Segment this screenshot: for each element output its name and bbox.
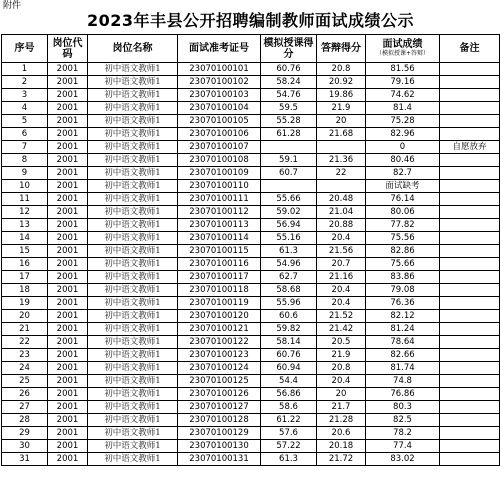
cell-seq: 19 <box>2 297 48 310</box>
cell-position-name: 初中语文教师1 <box>88 349 178 362</box>
cell-mock-lesson-score: 57.6 <box>261 427 317 440</box>
cell-defense-score: 20.4 <box>317 284 366 297</box>
cell-seq: 23 <box>2 349 48 362</box>
table-row <box>2 141 500 154</box>
cell-interview-score: 76.86 <box>366 388 440 401</box>
cell-seq: 13 <box>2 219 48 232</box>
table-row <box>2 128 500 141</box>
cell-interview-score: 80.06 <box>366 206 440 219</box>
cell-interview-score: 81.24 <box>366 323 440 336</box>
cell-position-code: 2001 <box>48 427 88 440</box>
cell-interview-score: 78.2 <box>366 427 440 440</box>
cell-seq: 29 <box>2 427 48 440</box>
cell-ticket-number: 23070100107 <box>178 141 261 154</box>
cell-remark <box>440 76 500 89</box>
cell-seq: 2 <box>2 76 48 89</box>
cell-interview-score: 81.74 <box>366 362 440 375</box>
cell-remark <box>440 401 500 414</box>
cell-position-code: 2001 <box>48 271 88 284</box>
cell-position-code: 2001 <box>48 336 88 349</box>
cell-ticket-number: 23070100121 <box>178 323 261 336</box>
table-row <box>2 63 500 76</box>
cell-ticket-number: 23070100128 <box>178 414 261 427</box>
cell-position-name: 初中语文教师1 <box>88 245 178 258</box>
cell-mock-lesson-score: 58.68 <box>261 284 317 297</box>
cell-defense-score: 21.56 <box>317 245 366 258</box>
cell-position-name: 初中语文教师1 <box>88 453 178 466</box>
results-table <box>1 34 500 466</box>
cell-remark <box>440 440 500 453</box>
cell-defense-score: 20.4 <box>317 375 366 388</box>
cell-ticket-number: 23070100117 <box>178 271 261 284</box>
cell-remark <box>440 180 500 193</box>
cell-remark <box>440 219 500 232</box>
cell-interview-score: 82.66 <box>366 349 440 362</box>
cell-position-code: 2001 <box>48 154 88 167</box>
header-defense-score: 答辩得分 <box>317 35 366 63</box>
cell-mock-lesson-score: 55.16 <box>261 232 317 245</box>
cell-position-name: 初中语文教师1 <box>88 362 178 375</box>
cell-mock-lesson-score <box>261 180 317 193</box>
table-row <box>2 310 500 323</box>
cell-position-name: 初中语文教师1 <box>88 63 178 76</box>
cell-seq: 25 <box>2 375 48 388</box>
cell-position-name: 初中语文教师1 <box>88 141 178 154</box>
table-row <box>2 453 500 466</box>
cell-interview-score: 80.3 <box>366 401 440 414</box>
cell-ticket-number: 23070100129 <box>178 427 261 440</box>
cell-interview-score: 82.12 <box>366 310 440 323</box>
table-body <box>2 63 500 466</box>
cell-mock-lesson-score: 59.02 <box>261 206 317 219</box>
cell-position-name: 初中语文教师1 <box>88 167 178 180</box>
cell-seq: 5 <box>2 115 48 128</box>
table-row <box>2 414 500 427</box>
cell-mock-lesson-score: 60.76 <box>261 349 317 362</box>
cell-position-code: 2001 <box>48 232 88 245</box>
cell-seq: 4 <box>2 102 48 115</box>
cell-position-name: 初中语文教师1 <box>88 427 178 440</box>
cell-mock-lesson-score: 62.7 <box>261 271 317 284</box>
cell-remark <box>440 63 500 76</box>
cell-interview-score: 75.56 <box>366 232 440 245</box>
cell-position-name: 初中语文教师1 <box>88 414 178 427</box>
cell-seq: 11 <box>2 193 48 206</box>
cell-mock-lesson-score: 56.94 <box>261 219 317 232</box>
cell-mock-lesson-score <box>261 141 317 154</box>
cell-mock-lesson-score: 54.96 <box>261 258 317 271</box>
cell-defense-score: 20.88 <box>317 219 366 232</box>
cell-seq: 26 <box>2 388 48 401</box>
cell-position-code: 2001 <box>48 219 88 232</box>
table-header-row <box>2 35 500 63</box>
cell-mock-lesson-score: 58.6 <box>261 401 317 414</box>
cell-mock-lesson-score: 54.4 <box>261 375 317 388</box>
cell-position-code: 2001 <box>48 414 88 427</box>
table-row <box>2 193 500 206</box>
cell-remark <box>440 206 500 219</box>
cell-defense-score: 20.8 <box>317 362 366 375</box>
cell-interview-score: 75.66 <box>366 258 440 271</box>
table-row <box>2 258 500 271</box>
header-interview-score-label: 面试成绩 <box>382 39 423 50</box>
cell-position-code: 2001 <box>48 258 88 271</box>
cell-position-name: 初中语文教师1 <box>88 271 178 284</box>
cell-seq: 3 <box>2 89 48 102</box>
cell-remark <box>440 336 500 349</box>
cell-remark <box>440 284 500 297</box>
cell-remark <box>440 297 500 310</box>
cell-position-code: 2001 <box>48 284 88 297</box>
table-row <box>2 180 500 193</box>
header-ticket-number: 面试准考证号 <box>178 35 261 63</box>
cell-seq: 30 <box>2 440 48 453</box>
table-row <box>2 440 500 453</box>
cell-position-code: 2001 <box>48 141 88 154</box>
cell-ticket-number: 23070100126 <box>178 388 261 401</box>
cell-interview-score: 82.7 <box>366 167 440 180</box>
cell-position-code: 2001 <box>48 297 88 310</box>
cell-ticket-number: 23070100131 <box>178 453 261 466</box>
cell-defense-score: 22 <box>317 167 366 180</box>
cell-remark <box>440 89 500 102</box>
cell-position-code: 2001 <box>48 89 88 102</box>
cell-position-name: 初中语文教师1 <box>88 310 178 323</box>
cell-interview-score: 0 <box>366 141 440 154</box>
header-mock-lesson-score: 模拟授课得分 <box>261 35 317 63</box>
cell-position-code: 2001 <box>48 375 88 388</box>
table-row <box>2 76 500 89</box>
cell-remark <box>440 232 500 245</box>
cell-defense-score: 20 <box>317 115 366 128</box>
cell-position-name: 初中语文教师1 <box>88 297 178 310</box>
cell-defense-score: 20.7 <box>317 258 366 271</box>
table-row <box>2 375 500 388</box>
cell-mock-lesson-score: 59.5 <box>261 102 317 115</box>
cell-mock-lesson-score: 55.96 <box>261 297 317 310</box>
cell-defense-score: 21.42 <box>317 323 366 336</box>
cell-ticket-number: 23070100102 <box>178 76 261 89</box>
cell-position-name: 初中语文教师1 <box>88 401 178 414</box>
cell-seq: 18 <box>2 284 48 297</box>
cell-position-code: 2001 <box>48 167 88 180</box>
cell-seq: 7 <box>2 141 48 154</box>
cell-position-name: 初中语文教师1 <box>88 206 178 219</box>
cell-seq: 9 <box>2 167 48 180</box>
cell-ticket-number: 23070100113 <box>178 219 261 232</box>
cell-ticket-number: 23070100124 <box>178 362 261 375</box>
cell-defense-score: 21.04 <box>317 206 366 219</box>
cell-interview-score: 76.36 <box>366 297 440 310</box>
cell-mock-lesson-score: 55.66 <box>261 193 317 206</box>
cell-mock-lesson-score: 59.82 <box>261 323 317 336</box>
table-row <box>2 219 500 232</box>
cell-mock-lesson-score: 59.1 <box>261 154 317 167</box>
cell-seq: 12 <box>2 206 48 219</box>
cell-interview-score: 78.64 <box>366 336 440 349</box>
cell-ticket-number: 23070100111 <box>178 193 261 206</box>
cell-mock-lesson-score: 61.28 <box>261 128 317 141</box>
header-remark: 备注 <box>440 35 500 63</box>
cell-defense-score: 21.72 <box>317 453 366 466</box>
cell-defense-score: 21.16 <box>317 271 366 284</box>
cell-position-name: 初中语文教师1 <box>88 89 178 102</box>
cell-position-name: 初中语文教师1 <box>88 128 178 141</box>
cell-position-code: 2001 <box>48 76 88 89</box>
cell-mock-lesson-score: 54.76 <box>261 89 317 102</box>
table-row <box>2 115 500 128</box>
cell-remark <box>440 271 500 284</box>
cell-seq: 21 <box>2 323 48 336</box>
cell-seq: 8 <box>2 154 48 167</box>
cell-seq: 15 <box>2 245 48 258</box>
cell-position-name: 初中语文教师1 <box>88 115 178 128</box>
table-row <box>2 401 500 414</box>
cell-mock-lesson-score: 57.22 <box>261 440 317 453</box>
cell-position-code: 2001 <box>48 206 88 219</box>
cell-ticket-number: 23070100114 <box>178 232 261 245</box>
header-seq: 序号 <box>2 35 48 63</box>
cell-position-name: 初中语文教师1 <box>88 323 178 336</box>
cell-remark <box>440 154 500 167</box>
cell-ticket-number: 23070100122 <box>178 336 261 349</box>
cell-interview-score: 80.46 <box>366 154 440 167</box>
cell-defense-score <box>317 141 366 154</box>
cell-remark <box>440 115 500 128</box>
header-position-code: 岗位代码 <box>48 35 88 63</box>
cell-interview-score: 75.28 <box>366 115 440 128</box>
cell-position-name: 初中语文教师1 <box>88 284 178 297</box>
cell-mock-lesson-score: 60.6 <box>261 310 317 323</box>
cell-ticket-number: 23070100105 <box>178 115 261 128</box>
cell-ticket-number: 23070100127 <box>178 401 261 414</box>
cell-remark <box>440 310 500 323</box>
cell-remark <box>440 323 500 336</box>
cell-seq: 24 <box>2 362 48 375</box>
table-row <box>2 154 500 167</box>
cell-defense-score: 20.6 <box>317 427 366 440</box>
cell-remark <box>440 388 500 401</box>
cell-position-name: 初中语文教师1 <box>88 154 178 167</box>
cell-ticket-number: 23070100118 <box>178 284 261 297</box>
cell-position-code: 2001 <box>48 102 88 115</box>
cell-remark <box>440 128 500 141</box>
table-row <box>2 323 500 336</box>
cell-defense-score: 21.36 <box>317 154 366 167</box>
cell-defense-score: 21.9 <box>317 349 366 362</box>
cell-defense-score: 20 <box>317 388 366 401</box>
cell-position-code: 2001 <box>48 63 88 76</box>
cell-mock-lesson-score: 60.94 <box>261 362 317 375</box>
cell-remark: 自愿放弃 <box>440 141 500 154</box>
cell-interview-score: 82.96 <box>366 128 440 141</box>
cell-defense-score: 20.92 <box>317 76 366 89</box>
cell-seq: 20 <box>2 310 48 323</box>
header-interview-score-note: （模拟授课+答辩） <box>375 50 430 57</box>
cell-remark <box>440 193 500 206</box>
cell-seq: 10 <box>2 180 48 193</box>
cell-defense-score: 21.28 <box>317 414 366 427</box>
cell-interview-score: 82.86 <box>366 245 440 258</box>
cell-interview-score: 74.62 <box>366 89 440 102</box>
cell-defense-score: 21.68 <box>317 128 366 141</box>
cell-interview-score: 77.82 <box>366 219 440 232</box>
cell-position-name: 初中语文教师1 <box>88 102 178 115</box>
cell-interview-score: 79.08 <box>366 284 440 297</box>
cell-position-name: 初中语文教师1 <box>88 388 178 401</box>
cell-ticket-number: 23070100101 <box>178 63 261 76</box>
cell-position-code: 2001 <box>48 180 88 193</box>
cell-ticket-number: 23070100119 <box>178 297 261 310</box>
cell-position-code: 2001 <box>48 310 88 323</box>
cell-mock-lesson-score: 61.3 <box>261 453 317 466</box>
cell-position-name: 初中语文教师1 <box>88 258 178 271</box>
cell-position-name: 初中语文教师1 <box>88 219 178 232</box>
cell-defense-score: 21.7 <box>317 401 366 414</box>
cell-position-code: 2001 <box>48 349 88 362</box>
table-row <box>2 271 500 284</box>
cell-position-code: 2001 <box>48 128 88 141</box>
cell-seq: 28 <box>2 414 48 427</box>
cell-interview-score: 面试缺考 <box>366 180 440 193</box>
cell-ticket-number: 23070100112 <box>178 206 261 219</box>
cell-position-name: 初中语文教师1 <box>88 232 178 245</box>
cell-ticket-number: 23070100104 <box>178 102 261 115</box>
table-row <box>2 427 500 440</box>
cell-remark <box>440 245 500 258</box>
table-row <box>2 297 500 310</box>
table-row <box>2 245 500 258</box>
cell-interview-score: 82.5 <box>366 414 440 427</box>
cell-seq: 27 <box>2 401 48 414</box>
table-row <box>2 362 500 375</box>
cell-position-name: 初中语文教师1 <box>88 76 178 89</box>
cell-position-name: 初中语文教师1 <box>88 193 178 206</box>
cell-interview-score: 81.56 <box>366 63 440 76</box>
cell-ticket-number: 23070100115 <box>178 245 261 258</box>
cell-ticket-number: 23070100116 <box>178 258 261 271</box>
cell-ticket-number: 23070100103 <box>178 89 261 102</box>
cell-mock-lesson-score: 60.7 <box>261 167 317 180</box>
cell-seq: 1 <box>2 63 48 76</box>
cell-seq: 22 <box>2 336 48 349</box>
cell-interview-score: 76.14 <box>366 193 440 206</box>
table-row <box>2 349 500 362</box>
table-row <box>2 89 500 102</box>
cell-ticket-number: 23070100110 <box>178 180 261 193</box>
table-row <box>2 336 500 349</box>
cell-position-code: 2001 <box>48 362 88 375</box>
cell-position-name: 初中语文教师1 <box>88 440 178 453</box>
cell-remark <box>440 362 500 375</box>
cell-remark <box>440 414 500 427</box>
cell-position-name: 初中语文教师1 <box>88 336 178 349</box>
cell-interview-score: 77.4 <box>366 440 440 453</box>
cell-seq: 14 <box>2 232 48 245</box>
cell-position-code: 2001 <box>48 388 88 401</box>
cell-position-code: 2001 <box>48 440 88 453</box>
cell-defense-score: 19.86 <box>317 89 366 102</box>
cell-seq: 17 <box>2 271 48 284</box>
cell-ticket-number: 23070100120 <box>178 310 261 323</box>
cell-ticket-number: 23070100125 <box>178 375 261 388</box>
cell-mock-lesson-score: 56.86 <box>261 388 317 401</box>
cell-interview-score: 83.02 <box>366 453 440 466</box>
cell-remark <box>440 375 500 388</box>
cell-defense-score: 20.48 <box>317 193 366 206</box>
cell-position-name: 初中语文教师1 <box>88 180 178 193</box>
header-interview-score <box>366 35 440 63</box>
table-row <box>2 102 500 115</box>
cell-seq: 31 <box>2 453 48 466</box>
cell-interview-score: 81.4 <box>366 102 440 115</box>
cell-remark <box>440 102 500 115</box>
cell-defense-score: 20.4 <box>317 297 366 310</box>
table-row <box>2 232 500 245</box>
cell-defense-score: 21.52 <box>317 310 366 323</box>
cell-ticket-number: 23070100108 <box>178 154 261 167</box>
cell-remark <box>440 349 500 362</box>
cell-remark <box>440 167 500 180</box>
cell-defense-score: 20.18 <box>317 440 366 453</box>
cell-remark <box>440 453 500 466</box>
cell-position-code: 2001 <box>48 401 88 414</box>
cell-position-name: 初中语文教师1 <box>88 375 178 388</box>
table-row <box>2 284 500 297</box>
cell-seq: 16 <box>2 258 48 271</box>
cell-ticket-number: 23070100109 <box>178 167 261 180</box>
table-row <box>2 388 500 401</box>
cell-defense-score: 20.5 <box>317 336 366 349</box>
header-position-name: 岗位名称 <box>88 35 178 63</box>
cell-mock-lesson-score: 55.28 <box>261 115 317 128</box>
cell-defense-score: 20.8 <box>317 63 366 76</box>
cell-position-code: 2001 <box>48 115 88 128</box>
cell-position-code: 2001 <box>48 193 88 206</box>
cell-defense-score: 20.4 <box>317 232 366 245</box>
cell-remark <box>440 427 500 440</box>
document-title: 2023年丰县公开招聘编制教师面试成绩公示 <box>86 11 415 30</box>
table-row <box>2 167 500 180</box>
cell-position-code: 2001 <box>48 323 88 336</box>
table-row <box>2 206 500 219</box>
cell-ticket-number: 23070100123 <box>178 349 261 362</box>
cell-position-code: 2001 <box>48 453 88 466</box>
cell-mock-lesson-score: 58.24 <box>261 76 317 89</box>
cell-mock-lesson-score: 58.14 <box>261 336 317 349</box>
cell-position-code: 2001 <box>48 245 88 258</box>
cell-defense-score <box>317 180 366 193</box>
attachment-label: 附件 <box>3 1 22 11</box>
cell-ticket-number: 23070100130 <box>178 440 261 453</box>
cell-remark <box>440 258 500 271</box>
cell-interview-score: 83.86 <box>366 271 440 284</box>
cell-interview-score: 74.8 <box>366 375 440 388</box>
cell-seq: 6 <box>2 128 48 141</box>
cell-interview-score: 79.16 <box>366 76 440 89</box>
cell-defense-score: 21.9 <box>317 102 366 115</box>
cell-mock-lesson-score: 61.3 <box>261 245 317 258</box>
cell-mock-lesson-score: 60.76 <box>261 63 317 76</box>
cell-ticket-number: 23070100106 <box>178 128 261 141</box>
cell-mock-lesson-score: 61.22 <box>261 414 317 427</box>
